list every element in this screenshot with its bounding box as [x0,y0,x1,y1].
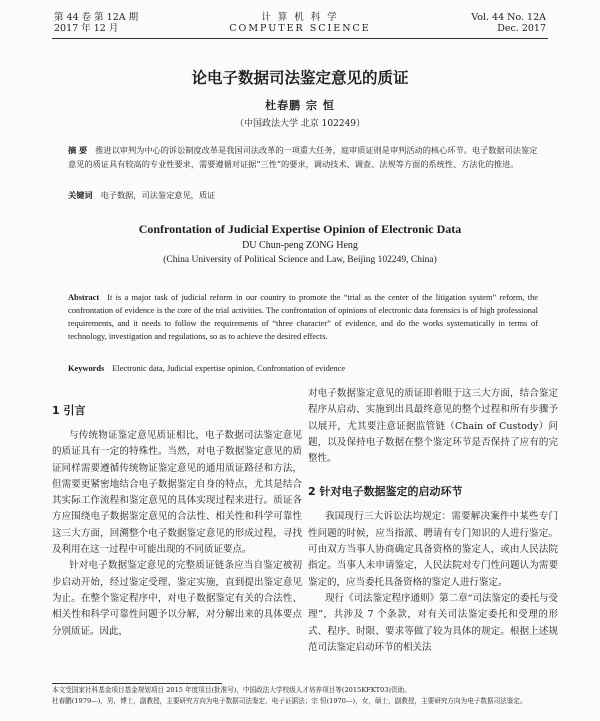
keywords-cn-label: 关键词 [68,190,93,200]
paper-title-cn: 论电子数据司法鉴定意见的质证 [191,69,409,87]
publication-date-cn: 2017 年 12 月 [54,23,119,34]
affiliation-cn: （中国政法大学 北京 102249） [234,119,366,129]
section-2-paragraph-2: 现行《司法鉴定程序通则》第二章“司法鉴定的委托与受理”，共涉及 7 个条款，对有关司法鉴定委托和受理的形式、程序、时限、要求等做了较为具体的规定。根据上述规范司法鉴定启动环节的相关法 [308,592,558,653]
volume-issue: 第 44 卷 第 12A 期 [54,12,139,23]
affiliation-en: (China University of Political Science and Law, Beijing 102249, China) [163,255,437,265]
body-column-left [52,386,302,640]
keywords-en-label: Keywords [68,364,105,373]
body-column-right [308,386,558,656]
volume-issue-en: Vol. 44 No. 12A [471,12,546,23]
abstract-en-text: It is a major task of judicial reform in our country to promote the “trial as the center of the litigation system” reform, the confrontation of evidence is the core of the trial activities. The confrontation of opinions of electronic data forensics is of high professional requirements, and it needs to follow the requirements of “three character” of evidence, and do the works systematically in terms of technology, investigation and regulations, so as to achieve the desired effects. [68,293,538,341]
journal-volume-info-en [471,12,546,34]
paper-title-en: Confrontation of Judicial Expertise Opinion of Electronic Data [138,222,462,236]
footnote-funding: 本文受国家社科基金项目基金规划项目 2015 年度项目(批准号)，中国政法大学校级人才培养项目等(2015KFKT03)资助。 [52,686,411,694]
section-2-heading: 2 针对电子数据鉴定的启动环节 [308,485,463,499]
keywords-cn-text: 电子数据，司法鉴定意见，质证 [100,190,216,200]
publication-date-en: Dec. 2017 [497,23,546,34]
abstract-en [68,291,538,343]
journal-name-cn: 计 算 机 科 学 [261,12,339,23]
section-2-paragraph-1: 我国现行三大诉讼法均规定：需要解决案件中某些专门性问题的时候，应当指派、聘请有专门知识的人进行鉴定。可由双方当事人协商确定具备资格的鉴定人，或由人民法院指定。当事人未申请鉴定，人民法院对专门性问题认为需要鉴定的，应当委托具备资格的鉴定人进行鉴定。 [308,511,558,588]
abstract-cn-text: 推进以审判为中心的诉讼制度改革是我国司法改革的一项重大任务，庭审质证则是审判活动的核心环节。电子数据司法鉴定意见的质证具有较高的专业性要求，需要遵循对证据“三性”的要求，调动技术、调查、法规等方面的系统性、方法化的推进。 [68,145,538,169]
header-divider [52,38,548,39]
abstract-en-label: Abstract [68,293,100,302]
journal-name-en: COMPUTER SCIENCE [229,23,371,34]
authors-cn: 杜春鹏 宗 恒 [265,99,335,112]
abstract-cn [68,143,538,171]
keywords-en [68,364,538,373]
footnote-author-bio: 杜春鹏(1979—)，男，博士，副教授，主要研究方向为电子数据司法鉴定、电子证据法；宗 恒(1970—)，女，硕士，副教授，主要研究方向为电子数据司法鉴定。 [52,697,527,705]
section-1-paragraph-2: 针对电子数据鉴定意见的完整质证链条应当自鉴定被初步启动开始，经过鉴定受理、鉴定实施，直到提出鉴定意见为止。在整个鉴定程序中，对电子数据鉴定有关的合法性、相关性和科学可靠性问题予以分解，对分解出来的具体要点分别质证。因此， [52,560,302,637]
section-1-paragraph-1: 与传统物证鉴定意见质证相比，电子数据司法鉴定意见的质证具有一定的特殊性。当然，对电子数据鉴定意见的质证同样需要遵循传统物证鉴定意见的通用质证路径和方法，但需要更紧密地结合电子数据鉴定自身的特点，尤其是结合其实际工作流程和鉴定意见的具体实现过程来进行。质证各方应围绕电子数据鉴定意见的合法性、相关性和科学可靠性这三大方面，回溯整个电子数据鉴定意见的形成过程，寻找及利用在这一过程中可能出现的不同质证要点。 [52,430,302,556]
abstract-cn-label: 摘 要 [68,145,88,155]
keywords-cn [68,190,538,201]
section-1-heading: 1 引言 [52,404,86,417]
keywords-en-text: Electronic data, Judicial expertise opinion, Confrontation of evidence [112,364,346,373]
footnote-divider [52,683,222,684]
section-1-continuation: 对电子数据鉴定意见的质证即着眼于这三大方面，结合鉴定程序从启动、实施到出具最终意见的整个过程和所有步骤予以展开，尤其要注意证据监管链（Chain of Custody）问题，以及保持电子数据在整个鉴定环节是否保持了应有的完整性。 [308,388,558,465]
authors-en: DU Chun-peng ZONG Heng [242,240,358,251]
